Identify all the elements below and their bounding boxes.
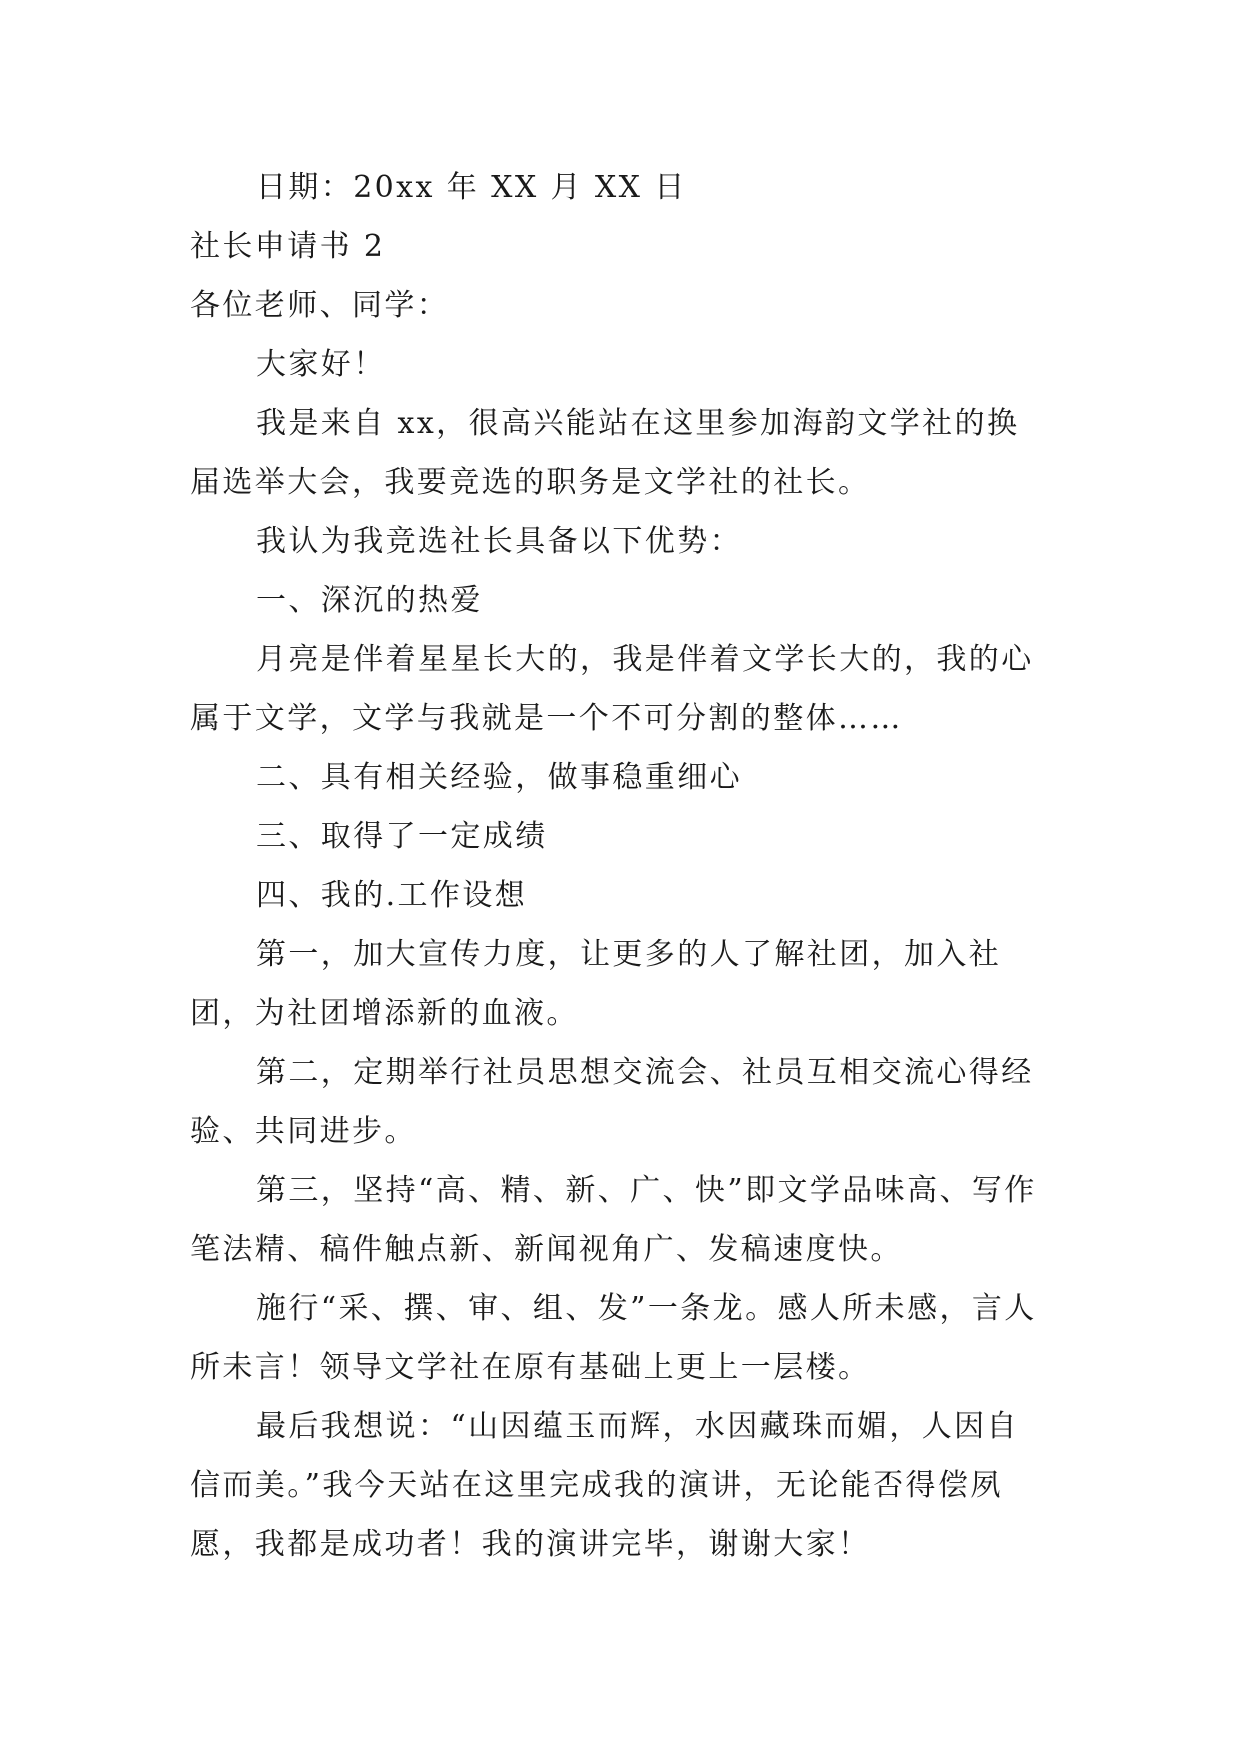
paragraph-intro: 我是来自 xx，很高兴能站在这里参加海韵文学社的换届选举大会，我要竞选的职务是文学社的社长。	[190, 406, 1020, 500]
paragraph-second: 第二，定期举行社员思想交流会、社员互相交流心得经验、共同进步。	[190, 1055, 1034, 1149]
heading-point-1: 一、深沉的热爱	[256, 583, 483, 618]
greeting: 大家好！	[256, 347, 386, 382]
heading-point-3: 三、取得了一定成绩	[256, 819, 548, 854]
heading-point-4: 四、我的.工作设想	[256, 878, 528, 913]
paragraph-implementation: 施行“采、撰、审、组、发”一条龙。感人所未感，言人所未言！领导文学社在原有基础上更上一层楼。	[190, 1291, 1037, 1385]
paragraph-advantages: 我认为我竞选社长具备以下优势：	[256, 524, 742, 559]
paragraph-third: 第三，坚持“高、精、新、广、快”即文学品味高、写作笔法精、稿件触点新、新闻视角广、发稿速度快。	[190, 1173, 1037, 1267]
date-line: 日期：20xx 年 XX 月 XX 日	[256, 170, 687, 205]
heading-point-2: 二、具有相关经验，做事稳重细心	[256, 760, 742, 795]
document-title: 社长申请书 2	[190, 229, 386, 264]
paragraph-closing: 最后我想说：“山因蕴玉而辉，水因藏珠而媚，人因自信而美。”我今天站在这里完成我的演讲，无论能否得偿夙愿，我都是成功者！我的演讲完毕，谢谢大家！	[190, 1409, 1019, 1562]
paragraph-first: 第一，加大宣传力度，让更多的人了解社团，加入社团，为社团增添新的血液。	[190, 937, 1002, 1031]
salutation: 各位老师、同学：	[190, 288, 450, 323]
paragraph-love: 月亮是伴着星星长大的，我是伴着文学长大的，我的心属于文学，文学与我就是一个不可分割的整体……	[190, 642, 1034, 736]
document-page	[190, 158, 1050, 1574]
